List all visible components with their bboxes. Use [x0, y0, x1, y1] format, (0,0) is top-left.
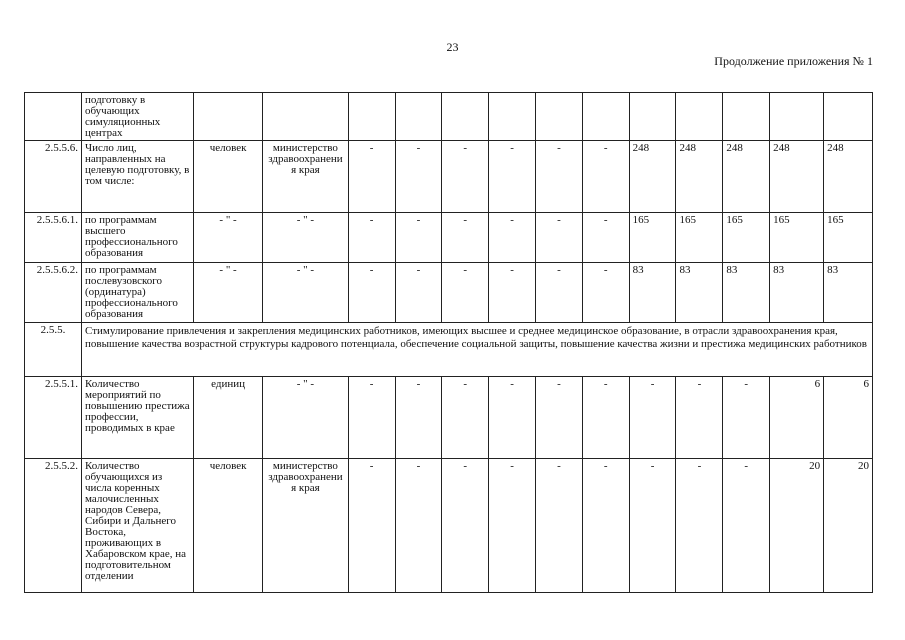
value-cell: - — [348, 141, 395, 213]
row-code: 2.5.5.6.1. — [25, 213, 82, 263]
value-cell: - — [442, 263, 489, 323]
table-row — [25, 323, 873, 377]
value-cell: - — [442, 459, 489, 593]
indicator-name: подготовку в обучающих симуляционных центрах — [82, 93, 194, 141]
value-cell: - — [442, 213, 489, 263]
value-cell: - — [489, 141, 536, 213]
value-cell: 165 — [770, 213, 824, 263]
value-cell: - — [629, 377, 676, 459]
value-cell: 83 — [824, 263, 873, 323]
value-cell: - — [536, 459, 583, 593]
value-cell: 20 — [824, 459, 873, 593]
responsible-org: министерство здравоохранения края — [263, 459, 349, 593]
unit-cell — [193, 93, 262, 141]
value-cell: 248 — [824, 141, 873, 213]
value-cell: - — [629, 459, 676, 593]
value-cell: - — [582, 263, 629, 323]
table-row — [25, 459, 873, 593]
table-row — [25, 377, 873, 459]
row-code: 2.5.5. — [25, 323, 82, 377]
value-cell: - — [536, 263, 583, 323]
value-cell: 83 — [676, 263, 723, 323]
unit-cell: - " - — [193, 263, 262, 323]
value-cell: - — [582, 377, 629, 459]
value-cell: - — [536, 213, 583, 263]
value-cell — [582, 93, 629, 141]
indicator-name: по программам высшего профессионального образования — [82, 213, 194, 263]
value-cell — [348, 93, 395, 141]
continuation-label: Продолжение приложения № 1 — [714, 54, 873, 68]
indicator-name: Количество обучающихся из числа коренных малочисленных народов Севера, Сибири и Дальнего Востока, проживающих в Хабаровском крае, на подготовительном отделении — [82, 459, 194, 593]
value-cell: - — [489, 213, 536, 263]
value-cell: 248 — [629, 141, 676, 213]
value-cell — [489, 93, 536, 141]
value-cell — [676, 93, 723, 141]
value-cell: 248 — [676, 141, 723, 213]
value-cell: - — [348, 377, 395, 459]
table-row — [25, 93, 873, 141]
value-cell: 6 — [824, 377, 873, 459]
value-cell: - — [676, 459, 723, 593]
value-cell: 248 — [723, 141, 770, 213]
value-cell: 83 — [723, 263, 770, 323]
table-row — [25, 213, 873, 263]
row-code: 2.5.5.1. — [25, 377, 82, 459]
value-cell: - — [442, 377, 489, 459]
value-cell: - — [582, 459, 629, 593]
page-number: 23 — [446, 40, 459, 54]
responsible-org: министерство здравоохранения края — [263, 141, 349, 213]
responsible-org: - " - — [263, 377, 349, 459]
value-cell: 83 — [770, 263, 824, 323]
value-cell: - — [348, 263, 395, 323]
value-cell: - — [582, 141, 629, 213]
value-cell: 20 — [770, 459, 824, 593]
indicator-name: Число лиц, направленных на целевую подготовку, в том числе: — [82, 141, 194, 213]
value-cell: - — [536, 377, 583, 459]
value-cell — [536, 93, 583, 141]
responsible-org — [263, 93, 349, 141]
value-cell: 248 — [770, 141, 824, 213]
value-cell: - — [489, 459, 536, 593]
row-code: 2.5.5.2. — [25, 459, 82, 593]
value-cell: - — [395, 459, 442, 593]
value-cell: - — [395, 377, 442, 459]
section-title: Стимулирование привлечения и закрепления медицинских работников, имеющих высшее и среднее медицинское образование, в отрасли здравоохранения края, повышение качества возрастной структуры кадрового потенциала, обеспечение социальной защиты, повышение качества жизни и престижа медицинских работников — [82, 323, 873, 377]
value-cell — [723, 93, 770, 141]
value-cell — [629, 93, 676, 141]
value-cell: 83 — [629, 263, 676, 323]
value-cell: - — [536, 141, 583, 213]
value-cell — [442, 93, 489, 141]
table-row — [25, 263, 873, 323]
table-row — [25, 141, 873, 213]
value-cell: - — [676, 377, 723, 459]
row-code: 2.5.5.6.2. — [25, 263, 82, 323]
row-code: 2.5.5.6. — [25, 141, 82, 213]
value-cell: - — [723, 459, 770, 593]
value-cell: - — [723, 377, 770, 459]
value-cell: - — [582, 213, 629, 263]
responsible-org: - " - — [263, 263, 349, 323]
value-cell: - — [395, 213, 442, 263]
value-cell: - — [489, 377, 536, 459]
indicators-table — [24, 92, 873, 593]
value-cell: - — [442, 141, 489, 213]
value-cell: - — [489, 263, 536, 323]
value-cell: 6 — [770, 377, 824, 459]
value-cell: 165 — [723, 213, 770, 263]
row-code — [25, 93, 82, 141]
indicator-name: по программам послевузовского (ординатура) профессионального образования — [82, 263, 194, 323]
value-cell — [824, 93, 873, 141]
value-cell: 165 — [629, 213, 676, 263]
value-cell — [395, 93, 442, 141]
value-cell: - — [348, 459, 395, 593]
unit-cell: единиц — [193, 377, 262, 459]
value-cell: - — [395, 141, 442, 213]
value-cell: 165 — [824, 213, 873, 263]
indicator-name: Количество мероприятий по повышению престижа профессии, проводимых в крае — [82, 377, 194, 459]
unit-cell: человек — [193, 459, 262, 593]
value-cell: - — [348, 213, 395, 263]
value-cell — [770, 93, 824, 141]
value-cell: - — [395, 263, 442, 323]
responsible-org: - " - — [263, 213, 349, 263]
value-cell: 165 — [676, 213, 723, 263]
unit-cell: человек — [193, 141, 262, 213]
unit-cell: - " - — [193, 213, 262, 263]
